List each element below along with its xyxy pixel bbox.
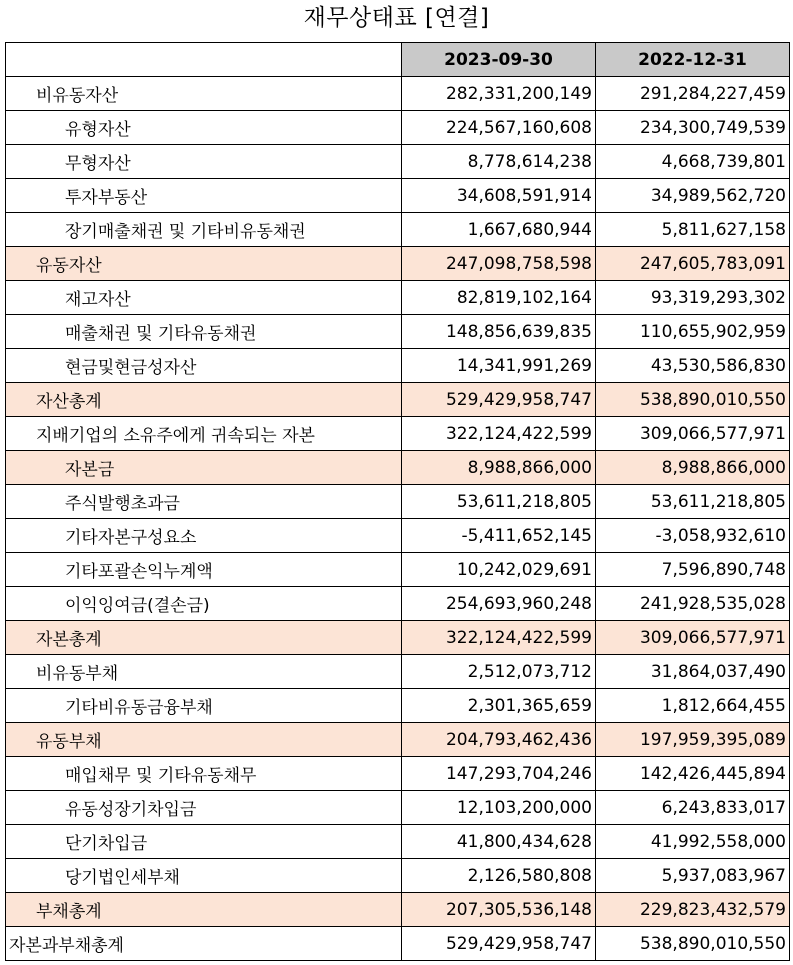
- row-label: 자본금: [6, 451, 402, 485]
- value-2022-12-31: 1,812,664,455: [596, 689, 790, 723]
- value-2022-12-31: 538,890,010,550: [596, 383, 790, 417]
- value-2023-09-30: 147,293,704,246: [402, 757, 596, 791]
- value-2022-12-31: 7,596,890,748: [596, 553, 790, 587]
- table-row: [6, 417, 790, 451]
- table-row: [6, 791, 790, 825]
- value-2023-09-30: 8,988,866,000: [402, 451, 596, 485]
- value-2022-12-31: 538,890,010,550: [596, 927, 790, 961]
- table-row: [6, 519, 790, 553]
- value-2022-12-31: 197,959,395,089: [596, 723, 790, 757]
- row-label: 매입채무 및 기타유동채무: [6, 757, 402, 791]
- table-row: [6, 315, 790, 349]
- value-2023-09-30: 34,608,591,914: [402, 179, 596, 213]
- value-2022-12-31: 291,284,227,459: [596, 77, 790, 111]
- table-row: [6, 145, 790, 179]
- row-label: 기타포괄손익누계액: [6, 553, 402, 587]
- value-2022-12-31: 229,823,432,579: [596, 893, 790, 927]
- row-label: 이익잉여금(결손금): [6, 587, 402, 621]
- row-label: 매출채권 및 기타유동채권: [6, 315, 402, 349]
- value-2023-09-30: 8,778,614,238: [402, 145, 596, 179]
- value-2022-12-31: -3,058,932,610: [596, 519, 790, 553]
- row-label: 기타비유동금융부채: [6, 689, 402, 723]
- table-row: [6, 383, 790, 417]
- row-label: 주식발행초과금: [6, 485, 402, 519]
- row-label: 지배기업의 소유주에게 귀속되는 자본: [6, 417, 402, 451]
- table-row: [6, 587, 790, 621]
- value-2023-09-30: 82,819,102,164: [402, 281, 596, 315]
- table-row: [6, 825, 790, 859]
- row-label: 무형자산: [6, 145, 402, 179]
- row-label: 자산총계: [6, 383, 402, 417]
- value-2022-12-31: 8,988,866,000: [596, 451, 790, 485]
- row-label: 유동성장기차입금: [6, 791, 402, 825]
- value-2022-12-31: 110,655,902,959: [596, 315, 790, 349]
- row-label: 유동부채: [6, 723, 402, 757]
- table-row: [6, 179, 790, 213]
- table-row: [6, 247, 790, 281]
- value-2022-12-31: 5,937,083,967: [596, 859, 790, 893]
- table-row: [6, 893, 790, 927]
- table-row: [6, 451, 790, 485]
- value-2023-09-30: 53,611,218,805: [402, 485, 596, 519]
- row-label: 비유동부채: [6, 655, 402, 689]
- value-2022-12-31: 309,066,577,971: [596, 621, 790, 655]
- row-label: 자본과부채총계: [6, 927, 402, 961]
- table-row: [6, 281, 790, 315]
- value-2023-09-30: 2,301,365,659: [402, 689, 596, 723]
- value-2023-09-30: 12,103,200,000: [402, 791, 596, 825]
- row-label: 장기매출채권 및 기타비유동채권: [6, 213, 402, 247]
- value-2022-12-31: 234,300,749,539: [596, 111, 790, 145]
- value-2023-09-30: 322,124,422,599: [402, 621, 596, 655]
- balance-sheet-table: [5, 42, 790, 961]
- row-label: 유형자산: [6, 111, 402, 145]
- row-label: 기타자본구성요소: [6, 519, 402, 553]
- value-2022-12-31: 31,864,037,490: [596, 655, 790, 689]
- value-2023-09-30: 14,341,991,269: [402, 349, 596, 383]
- table-row: [6, 621, 790, 655]
- table-row: [6, 723, 790, 757]
- value-2023-09-30: 529,429,958,747: [402, 927, 596, 961]
- row-label: 단기차입금: [6, 825, 402, 859]
- value-2023-09-30: 10,242,029,691: [402, 553, 596, 587]
- row-label: 재고자산: [6, 281, 402, 315]
- table-row: [6, 689, 790, 723]
- value-2023-09-30: 2,126,580,808: [402, 859, 596, 893]
- table-row: [6, 553, 790, 587]
- table-row: [6, 927, 790, 961]
- row-label: 당기법인세부채: [6, 859, 402, 893]
- value-2023-09-30: 204,793,462,436: [402, 723, 596, 757]
- value-2022-12-31: 241,928,535,028: [596, 587, 790, 621]
- value-2022-12-31: 34,989,562,720: [596, 179, 790, 213]
- value-2022-12-31: 93,319,293,302: [596, 281, 790, 315]
- value-2023-09-30: 247,098,758,598: [402, 247, 596, 281]
- row-label: 부채총계: [6, 893, 402, 927]
- value-2022-12-31: 41,992,558,000: [596, 825, 790, 859]
- value-2022-12-31: 4,668,739,801: [596, 145, 790, 179]
- row-label: 비유동자산: [6, 77, 402, 111]
- page-title: 재무상태표 [연결]: [303, 5, 490, 31]
- value-2022-12-31: 43,530,586,830: [596, 349, 790, 383]
- table-row: [6, 485, 790, 519]
- value-2022-12-31: 6,243,833,017: [596, 791, 790, 825]
- table-row: [6, 213, 790, 247]
- table-row: [6, 757, 790, 791]
- value-2023-09-30: 224,567,160,608: [402, 111, 596, 145]
- table-row: [6, 77, 790, 111]
- value-2023-09-30: 282,331,200,149: [402, 77, 596, 111]
- value-2023-09-30: 207,305,536,148: [402, 893, 596, 927]
- value-2023-09-30: 2,512,073,712: [402, 655, 596, 689]
- header-col-2023: 2023-09-30: [402, 43, 596, 77]
- table-row: [6, 655, 790, 689]
- header-row: [6, 43, 790, 77]
- header-blank: [6, 43, 402, 77]
- value-2023-09-30: 254,693,960,248: [402, 587, 596, 621]
- row-label: 투자부동산: [6, 179, 402, 213]
- value-2023-09-30: 322,124,422,599: [402, 417, 596, 451]
- value-2023-09-30: 148,856,639,835: [402, 315, 596, 349]
- row-label: 유동자산: [6, 247, 402, 281]
- value-2022-12-31: 53,611,218,805: [596, 485, 790, 519]
- value-2023-09-30: -5,411,652,145: [402, 519, 596, 553]
- value-2023-09-30: 1,667,680,944: [402, 213, 596, 247]
- value-2022-12-31: 5,811,627,158: [596, 213, 790, 247]
- value-2022-12-31: 309,066,577,971: [596, 417, 790, 451]
- value-2023-09-30: 529,429,958,747: [402, 383, 596, 417]
- table-body: [6, 77, 790, 961]
- row-label: 현금및현금성자산: [6, 349, 402, 383]
- row-label: 자본총계: [6, 621, 402, 655]
- value-2022-12-31: 142,426,445,894: [596, 757, 790, 791]
- header-col-2022: 2022-12-31: [596, 43, 790, 77]
- table-row: [6, 349, 790, 383]
- table-row: [6, 111, 790, 145]
- value-2023-09-30: 41,800,434,628: [402, 825, 596, 859]
- value-2022-12-31: 247,605,783,091: [596, 247, 790, 281]
- table-row: [6, 859, 790, 893]
